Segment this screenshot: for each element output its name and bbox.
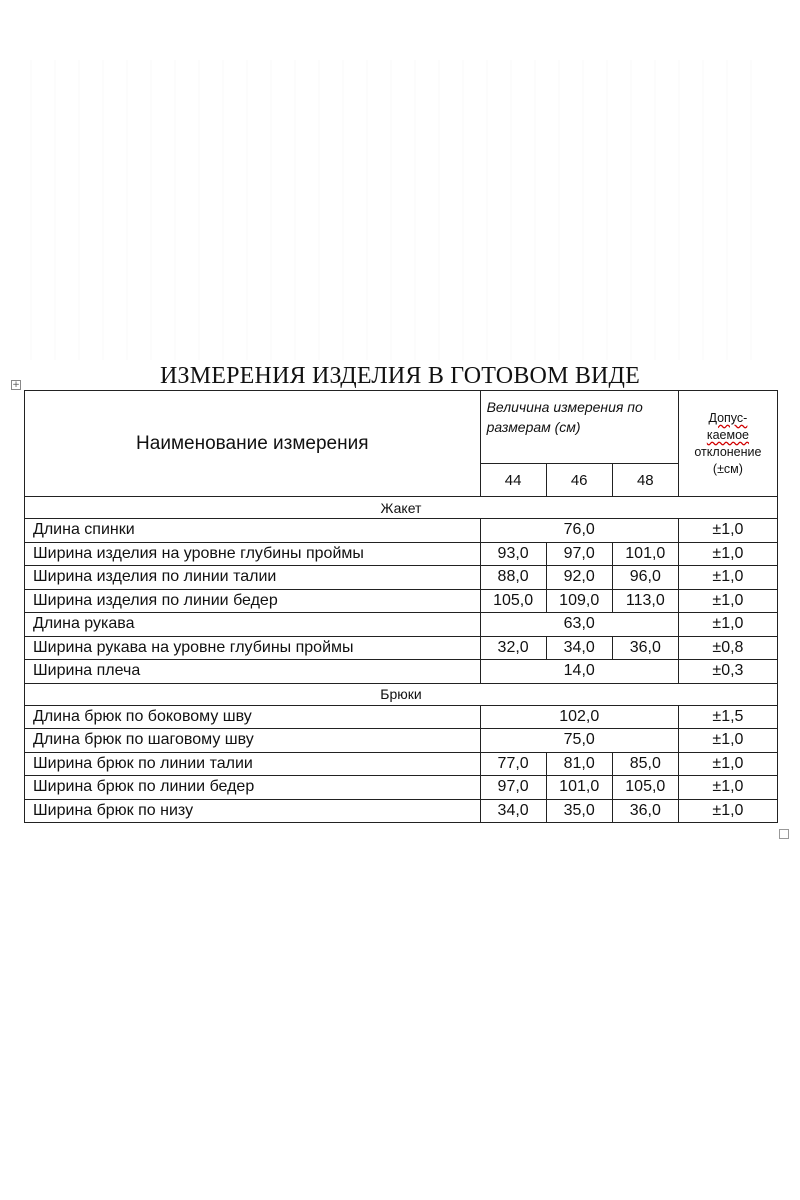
section-title: Жакет bbox=[25, 497, 778, 519]
tolerance-line-3: отклонение bbox=[694, 444, 762, 459]
measurement-name: Ширина изделия по линии талии bbox=[25, 566, 481, 590]
size-value-cell: 105,0 bbox=[480, 589, 546, 613]
size-value-cell: 35,0 bbox=[546, 799, 612, 823]
measurement-name: Ширина изделия по линии бедер bbox=[25, 589, 481, 613]
size-value-cell: 88,0 bbox=[480, 566, 546, 590]
merged-value-cell: 76,0 bbox=[480, 519, 678, 543]
size-value-cell: 97,0 bbox=[546, 542, 612, 566]
tolerance-line-4: (±см) bbox=[712, 461, 743, 476]
size-value-cell: 96,0 bbox=[612, 566, 678, 590]
table-row bbox=[25, 566, 778, 590]
measurement-name: Ширина брюк по линии бедер bbox=[25, 776, 481, 800]
table-move-handle-icon[interactable]: + bbox=[12, 380, 20, 390]
tolerance-line-2: каемое bbox=[706, 427, 749, 442]
table-resize-handle[interactable] bbox=[779, 829, 789, 839]
size-value-cell: 32,0 bbox=[480, 636, 546, 660]
table-row bbox=[25, 660, 778, 684]
measurement-name: Длина спинки bbox=[25, 519, 481, 543]
size-value-cell: 77,0 bbox=[480, 752, 546, 776]
size-value-cell: 85,0 bbox=[612, 752, 678, 776]
tolerance-cell: ±1,0 bbox=[678, 542, 777, 566]
measurement-name: Ширина изделия на уровне глубины проймы bbox=[25, 542, 481, 566]
size-value-cell: 101,0 bbox=[612, 542, 678, 566]
tolerance-cell: ±0,8 bbox=[678, 636, 777, 660]
tolerance-cell: ±0,3 bbox=[678, 660, 777, 684]
tolerance-line-1: Допус- bbox=[708, 410, 748, 425]
table-row bbox=[25, 542, 778, 566]
merged-value-cell: 75,0 bbox=[480, 729, 678, 753]
tolerance-cell: ±1,0 bbox=[678, 752, 777, 776]
tolerance-cell: ±1,0 bbox=[678, 776, 777, 800]
measurement-name: Ширина плеча bbox=[25, 660, 481, 684]
table-row bbox=[25, 589, 778, 613]
tolerance-cell: ±1,0 bbox=[678, 729, 777, 753]
merged-value-cell: 102,0 bbox=[480, 705, 678, 729]
table-row bbox=[25, 519, 778, 543]
header-row bbox=[25, 391, 778, 464]
table-row bbox=[25, 613, 778, 637]
size-value-cell: 34,0 bbox=[480, 799, 546, 823]
measurement-name: Длина рукава bbox=[25, 613, 481, 637]
faded-background-texture bbox=[30, 60, 770, 360]
tolerance-cell: ±1,0 bbox=[678, 613, 777, 637]
document-title: ИЗМЕРЕНИЯ ИЗДЕЛИЯ В ГОТОВОМ ВИДЕ bbox=[159, 363, 640, 389]
measurement-name: Длина брюк по шаговому шву bbox=[25, 729, 481, 753]
merged-value-cell: 14,0 bbox=[480, 660, 678, 684]
size-value-cell: 109,0 bbox=[546, 589, 612, 613]
size-value-cell: 101,0 bbox=[546, 776, 612, 800]
measurement-name: Ширина брюк по линии талии bbox=[25, 752, 481, 776]
merged-value-cell: 63,0 bbox=[480, 613, 678, 637]
size-48-header: 48 bbox=[612, 464, 678, 497]
measurement-name: Ширина рукава на уровне глубины проймы bbox=[25, 636, 481, 660]
measurement-name: Длина брюк по боковому шву bbox=[25, 705, 481, 729]
size-value-cell: 93,0 bbox=[480, 542, 546, 566]
table-row bbox=[25, 752, 778, 776]
tolerance-cell: ±1,0 bbox=[678, 519, 777, 543]
section-title: Брюки bbox=[25, 683, 778, 705]
header-size-group-cell: Величина измерения по размерам (см) bbox=[480, 391, 678, 464]
size-value-cell: 36,0 bbox=[612, 636, 678, 660]
size-value-cell: 81,0 bbox=[546, 752, 612, 776]
size-value-cell: 92,0 bbox=[546, 566, 612, 590]
tolerance-cell: ±1,0 bbox=[678, 799, 777, 823]
section-row bbox=[25, 683, 778, 705]
tolerance-cell: ±1,5 bbox=[678, 705, 777, 729]
table-row bbox=[25, 636, 778, 660]
table-row bbox=[25, 776, 778, 800]
size-value-cell: 36,0 bbox=[612, 799, 678, 823]
table-row bbox=[25, 729, 778, 753]
size-44-header: 44 bbox=[480, 464, 546, 497]
table-row bbox=[25, 799, 778, 823]
tolerance-cell: ±1,0 bbox=[678, 589, 777, 613]
header-name-cell: Наименование измерения bbox=[25, 391, 481, 497]
size-value-cell: 34,0 bbox=[546, 636, 612, 660]
measurements-table bbox=[24, 390, 778, 823]
size-value-cell: 97,0 bbox=[480, 776, 546, 800]
size-value-cell: 113,0 bbox=[612, 589, 678, 613]
size-46-header: 46 bbox=[546, 464, 612, 497]
tolerance-cell: ±1,0 bbox=[678, 566, 777, 590]
measurement-name: Ширина брюк по низу bbox=[25, 799, 481, 823]
size-value-cell: 105,0 bbox=[612, 776, 678, 800]
header-tolerance-cell bbox=[678, 391, 777, 497]
table-row bbox=[25, 705, 778, 729]
section-row bbox=[25, 497, 778, 519]
